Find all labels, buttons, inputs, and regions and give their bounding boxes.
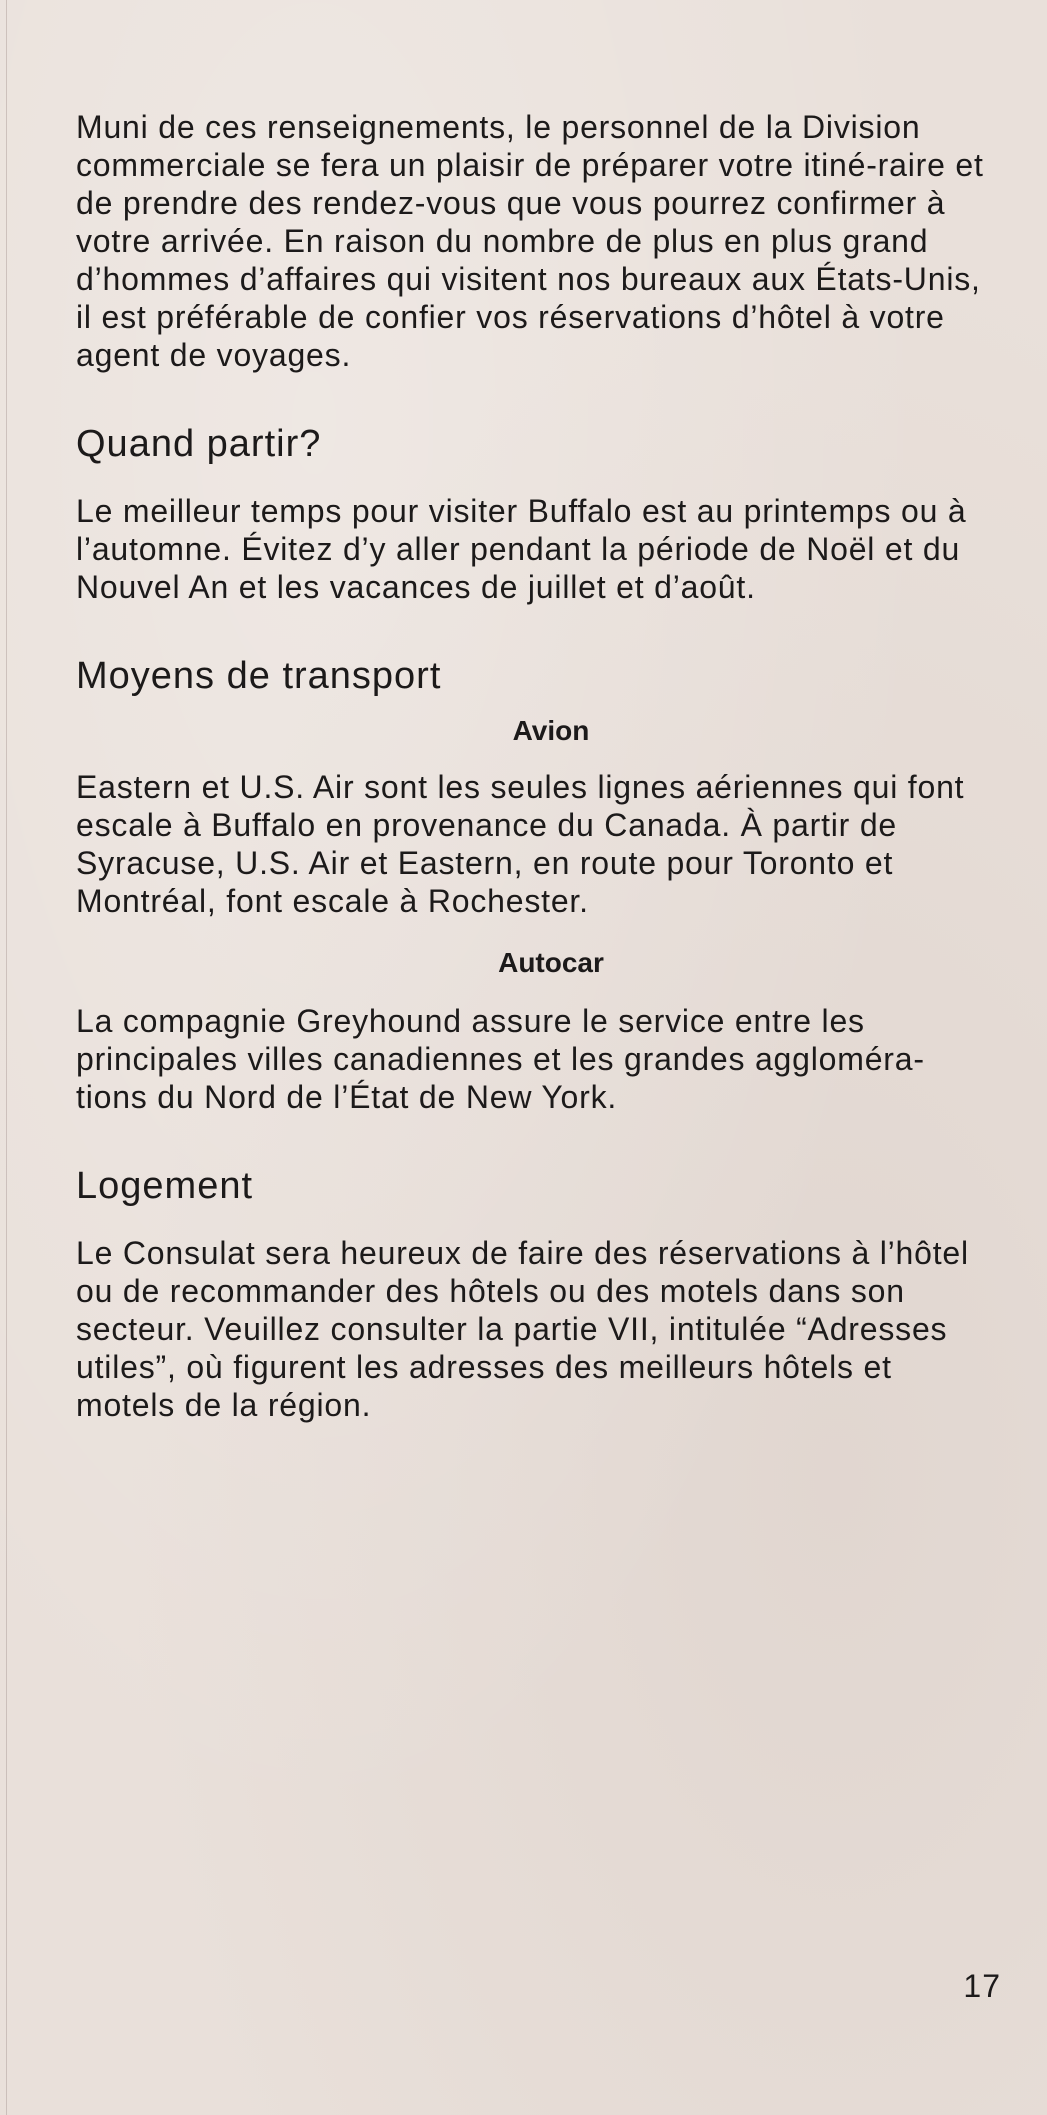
page-edge [6, 0, 7, 2115]
subheading-autocar: Autocar [498, 947, 604, 978]
section-heading-logement: Logement [76, 1165, 254, 1207]
subheading-avion: Avion [512, 715, 590, 746]
autocar-paragraph: La compagnie Greyhound assure le service entre les principales villes canadiennes et les grandes aggloméra-tions du Nord de l’État de New York. [76, 1003, 925, 1115]
quand-partir-paragraph: Le meilleur temps pour visiter Buffalo est au printemps ou à l’automne. Évitez d’y aller pendant la période de Noël et du Nouvel An et les vacances de juillet et d’août. [76, 493, 967, 605]
page-number: 17 [963, 1968, 1001, 2004]
section-heading-quand-partir: Quand partir? [76, 423, 322, 465]
section-heading-moyens-de-transport: Moyens de transport [76, 655, 442, 697]
page-content [76, 108, 996, 1424]
avion-paragraph: Eastern et U.S. Air sont les seules lignes aériennes qui font escale à Buffalo en provenance du Canada. À partir de Syracuse, U.S. Air et Eastern, en route pour Toronto et Montréal, font escale à Rochester. [76, 769, 965, 919]
logement-paragraph: Le Consulat sera heureux de faire des réservations à l’hôtel ou de recommander des hôtels ou des motels dans son secteur. Veuillez consulter la partie VII, intitulée “Adresses utiles”, où figurent les adresses des meilleurs hôtels et motels de la région. [76, 1235, 969, 1423]
intro-paragraph: Muni de ces renseignements, le personnel de la Division commerciale se fera un plaisir de préparer votre itiné-raire et de prendre des rendez-vous que vous pourrez confirmer à votre arrivée. En raison du nombre de plus en plus grand d’hommes d’affaires qui visitent nos bureaux aux États-Unis, il est préférable de confier vos réservations d’hôtel à votre agent de voyages. [76, 109, 984, 373]
